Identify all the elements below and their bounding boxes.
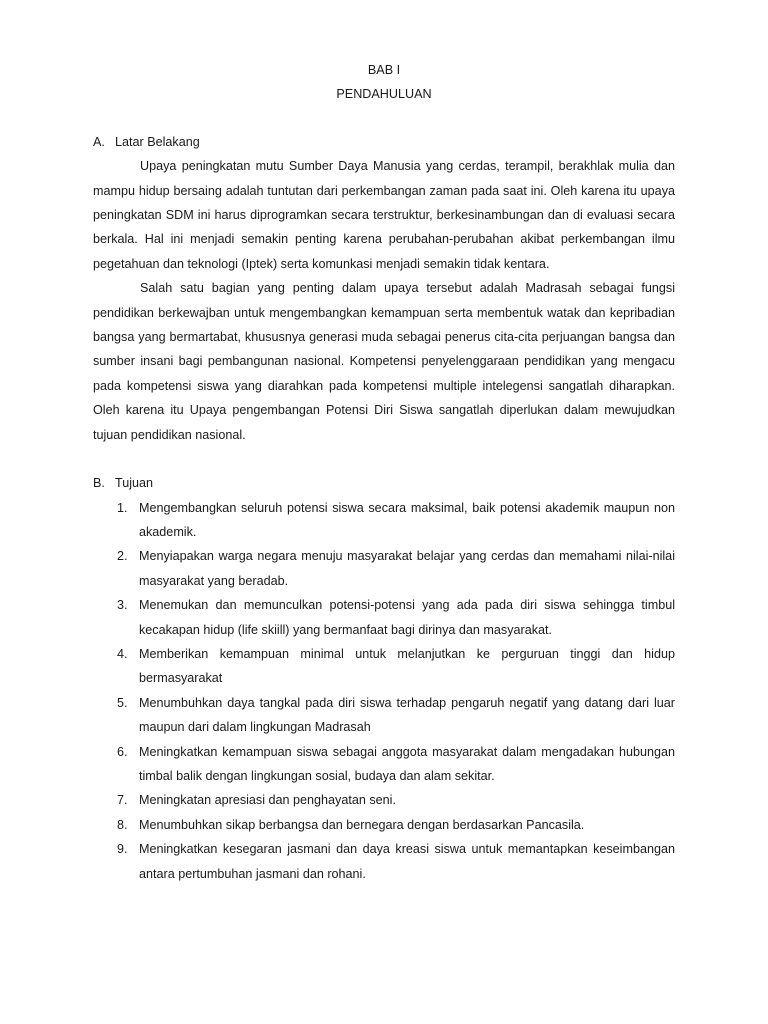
chapter-title: PENDAHULUAN: [336, 87, 432, 102]
background-paragraph-2: Salah satu bagian yang penting dalam upaya tersebut adalah Madrasah sebagai fungsi pendidikan berkewajban untuk mengembangkan kemampuan serta membentuk watak dan kepribadian bangsa yang bermartabat, khususnya generasi muda sebagai penerus cita-cita perjuangan bangsa dan sumber insani bagi pembangunan nasional. Kompetensi penyelenggaraan pendidikan yang mengacu pada kompetensi siswa yang diarahkan pada kompetensi multiple intelegensi sangatlah diharapkan. Oleh karena itu Upaya pengembangan Potensi Diri Siswa sangatlah diperlukan dalam mewujudkan tujuan pendidikan nasional.: [93, 281, 675, 442]
list-item: [93, 691, 675, 740]
list-item-number: 2.: [117, 549, 128, 564]
section-a-title: Latar Belakang: [115, 134, 200, 149]
list-item: [93, 813, 675, 837]
section-b-letter: B.: [93, 476, 105, 491]
list-item-text: Mengembangkan seluruh potensi siswa secara maksimal, baik potensi akademik maupun non akademik.: [139, 500, 675, 539]
list-item: [93, 642, 675, 691]
list-item: [93, 544, 675, 593]
section-b-heading: [93, 471, 675, 495]
list-item-number: 3.: [117, 598, 128, 613]
document-body: [93, 58, 675, 886]
list-item-number: 5.: [117, 695, 128, 710]
section-b-title: Tujuan: [115, 476, 154, 491]
goals-list: [93, 496, 675, 887]
list-item-text: Memberikan kemampuan minimal untuk melanjutkan ke perguruan tinggi dan hidup bermasyarakat: [139, 646, 675, 686]
spacer: [93, 447, 675, 471]
list-item: [93, 788, 675, 812]
chapter-number: BAB I: [367, 63, 401, 77]
list-item-number: 7.: [117, 793, 128, 808]
list-item-number: 9.: [117, 842, 128, 857]
list-item-number: 8.: [117, 817, 128, 832]
list-item-number: 1.: [117, 500, 128, 515]
list-item-text: Menumbuhkan daya tangkal pada diri siswa terhadap pengaruh negatif yang datang dari luar maupun dari dalam lingkungan Madrasah: [139, 695, 675, 735]
list-item-number: 4.: [117, 646, 128, 661]
list-item-text: Menyiapakan warga negara menuju masyarakat belajar yang cerdas dan memahami nilai-nilai masyarakat yang beradab.: [139, 549, 675, 588]
list-item: [93, 740, 675, 789]
list-item-text: Menemukan dan memunculkan potensi-potensi yang ada pada diri siswa sehingga timbul kecakapan hidup (life skiill) yang bermanfaat bagi dirinya dan masyarakat.: [139, 598, 675, 637]
list-item: [93, 837, 675, 886]
list-item: [93, 496, 675, 545]
list-item-text: Menumbuhkan sikap berbangsa dan bernegara dengan berdasarkan Pancasila.: [139, 817, 585, 832]
list-item-text: Meningkatkan kemampuan siswa sebagai anggota masyarakat dalam mengadakan hubungan timbal balik dengan lingkungan sosial, budaya dan alam sekitar.: [139, 744, 675, 783]
background-paragraph-1: Upaya peningkatan mutu Sumber Daya Manusia yang cerdas, terampil, berakhlak mulia dan mampu hidup bersaing adalah tuntutan dari perkembangan zaman pada saat ini. Oleh karena itu upaya peningkatan SDM ini harus diprogramkan secara terstruktur, berkesinambungan dan di evaluasi secara berkala. Hal ini menjadi semakin penting karena perubahan-perubahan akibat perkembangan ilmu pegetahuan dan teknologi (Iptek) serta komunkasi menjadi semakin tidak kentara.: [93, 159, 675, 271]
list-item-text: Meningkatan apresiasi dan penghayatan seni.: [139, 793, 396, 808]
list-item: [93, 593, 675, 642]
section-a-letter: A.: [93, 134, 105, 149]
section-a-heading: [93, 130, 675, 154]
list-item-text: Meningkatkan kesegaran jasmani dan daya kreasi siswa untuk memantapkan keseimbangan antara pertumbuhan jasmani dan rohani.: [139, 842, 675, 881]
spacer: [93, 107, 675, 130]
list-item-number: 6.: [117, 744, 128, 759]
